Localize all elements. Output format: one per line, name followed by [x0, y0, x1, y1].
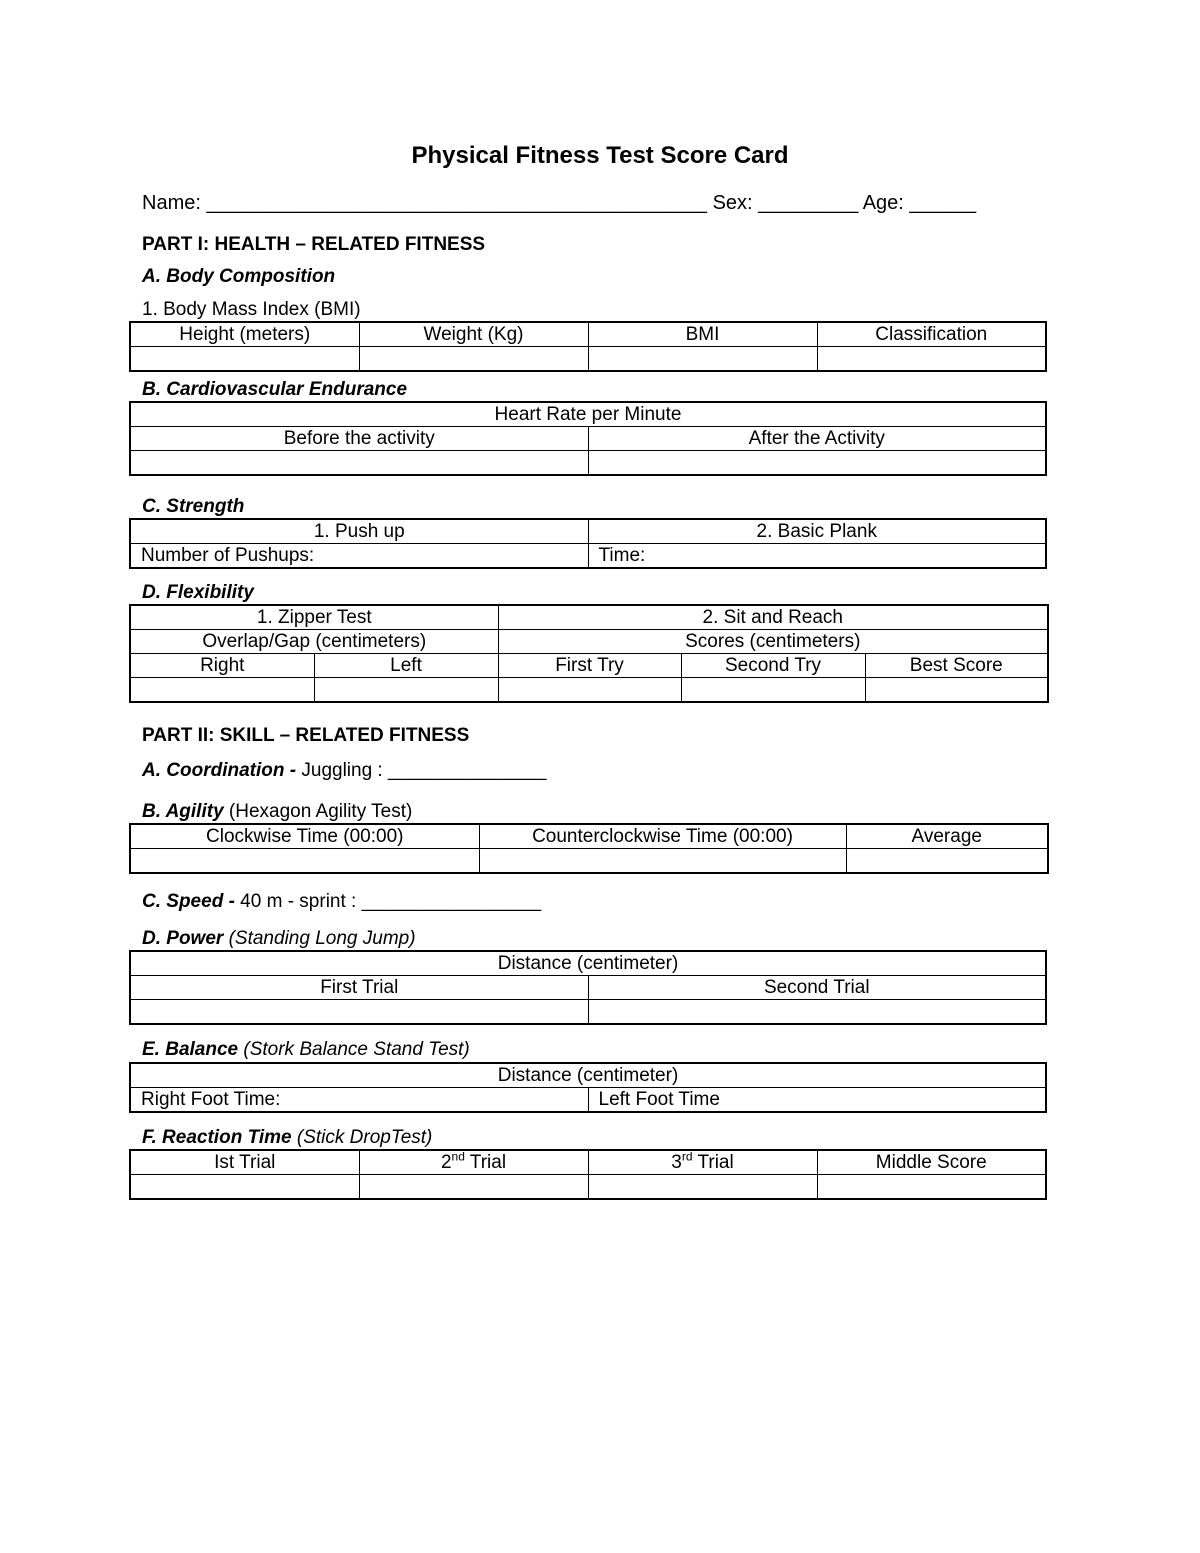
page-title: Physical Fitness Test Score Card: [411, 142, 789, 169]
pushups-field[interactable]: Number of Pushups:: [130, 544, 588, 569]
bmi-subheading: 1. Body Mass Index (BMI): [142, 299, 361, 320]
balance-table: [129, 1062, 1047, 1113]
plank-time-field[interactable]: Time:: [588, 544, 1046, 569]
speed-line: C. Speed - 40 m - sprint : _________________: [142, 891, 542, 912]
power-first-entry-cell[interactable]: [130, 1000, 588, 1025]
left-entry-cell[interactable]: [314, 678, 498, 703]
reaction-col-second-trial: 2nd Trial: [359, 1150, 588, 1175]
reaction-second-entry-cell[interactable]: [359, 1175, 588, 1200]
reaction-col-middle-score: Middle Score: [817, 1150, 1046, 1175]
cardio-col-before: Before the activity: [130, 427, 588, 451]
left-foot-time-field[interactable]: Left Foot Time: [588, 1088, 1046, 1113]
right-entry-cell[interactable]: [130, 678, 314, 703]
strength-col-pushup: 1. Push up: [130, 519, 588, 544]
body-composition-heading: A. Body Composition: [142, 266, 336, 287]
overlap-gap-header: Overlap/Gap (centimeters): [130, 630, 498, 654]
middle-score-entry-cell[interactable]: [817, 1175, 1046, 1200]
flex-col-first-try: First Try: [498, 654, 681, 678]
flexibility-table: [129, 604, 1049, 703]
personal-info-line: [142, 192, 976, 215]
agility-col-counterclockwise: Counterclockwise Time (00:00): [479, 824, 846, 849]
cardio-table: [129, 401, 1047, 476]
sit-reach-header: 2. Sit and Reach: [498, 605, 1048, 630]
bmi-col-bmi: BMI: [588, 322, 817, 347]
agility-heading: B. Agility (Hexagon Agility Test): [142, 801, 413, 822]
reaction-col-first-trial: Ist Trial: [130, 1150, 359, 1175]
strength-heading: C. Strength: [142, 496, 245, 517]
bmi-col-classification: Classification: [817, 322, 1046, 347]
power-col-second-trial: Second Trial: [588, 976, 1046, 1000]
bmi-col-height: Height (meters): [130, 322, 359, 347]
power-table: [129, 950, 1047, 1025]
bmi-entry-cell[interactable]: [588, 347, 817, 372]
cardio-col-after: After the Activity: [588, 427, 1046, 451]
balance-distance-header: Distance (centimeter): [130, 1063, 1046, 1088]
power-heading: D. Power (Standing Long Jump): [142, 928, 416, 949]
agility-table: [129, 823, 1049, 874]
weight-entry-cell[interactable]: [359, 347, 588, 372]
sprint-field[interactable]: 40 m - sprint : _________________: [234, 891, 542, 912]
power-distance-header: Distance (centimeter): [130, 951, 1046, 976]
right-foot-time-field[interactable]: Right Foot Time:: [130, 1088, 588, 1113]
power-col-first-trial: First Trial: [130, 976, 588, 1000]
strength-table: [129, 518, 1047, 569]
part2-heading: PART II: SKILL – RELATED FITNESS: [142, 725, 470, 746]
bmi-table: [129, 321, 1047, 372]
scores-header: Scores (centimeters): [498, 630, 1048, 654]
first-try-entry-cell[interactable]: [498, 678, 681, 703]
classification-entry-cell[interactable]: [817, 347, 1046, 372]
balance-heading: E. Balance (Stork Balance Stand Test): [142, 1039, 470, 1060]
juggling-field[interactable]: Juggling : _______________: [296, 760, 547, 781]
reaction-table: [129, 1149, 1047, 1200]
heart-rate-header: Heart Rate per Minute: [130, 402, 1046, 427]
strength-col-plank: 2. Basic Plank: [588, 519, 1046, 544]
counterclockwise-entry-cell[interactable]: [479, 849, 846, 874]
flexibility-heading: D. Flexibility: [142, 582, 254, 603]
part1-heading: PART I: HEALTH – RELATED FITNESS: [142, 234, 486, 255]
after-entry-cell[interactable]: [588, 451, 1046, 476]
reaction-heading: F. Reaction Time (Stick DropTest): [142, 1127, 433, 1148]
average-entry-cell[interactable]: [846, 849, 1048, 874]
zipper-test-header: 1. Zipper Test: [130, 605, 498, 630]
reaction-col-third-trial: 3rd Trial: [588, 1150, 817, 1175]
height-entry-cell[interactable]: [130, 347, 359, 372]
reaction-third-entry-cell[interactable]: [588, 1175, 817, 1200]
before-entry-cell[interactable]: [130, 451, 588, 476]
power-second-entry-cell[interactable]: [588, 1000, 1046, 1025]
cardio-heading: B. Cardiovascular Endurance: [142, 379, 408, 400]
flex-col-best-score: Best Score: [865, 654, 1048, 678]
coordination-line: A. Coordination - Juggling : _______________: [142, 760, 547, 781]
age-field[interactable]: Age: ______: [862, 192, 977, 214]
flex-col-left: Left: [314, 654, 498, 678]
agility-col-clockwise: Clockwise Time (00:00): [130, 824, 479, 849]
flex-col-second-try: Second Try: [681, 654, 865, 678]
best-score-entry-cell[interactable]: [865, 678, 1048, 703]
second-try-entry-cell[interactable]: [681, 678, 865, 703]
reaction-first-entry-cell[interactable]: [130, 1175, 359, 1200]
agility-col-average: Average: [846, 824, 1048, 849]
clockwise-entry-cell[interactable]: [130, 849, 479, 874]
name-field[interactable]: Name: _____________________________________________: [142, 192, 707, 214]
sex-field[interactable]: Sex: _________: [712, 192, 859, 214]
bmi-col-weight: Weight (Kg): [359, 322, 588, 347]
flex-col-right: Right: [130, 654, 314, 678]
